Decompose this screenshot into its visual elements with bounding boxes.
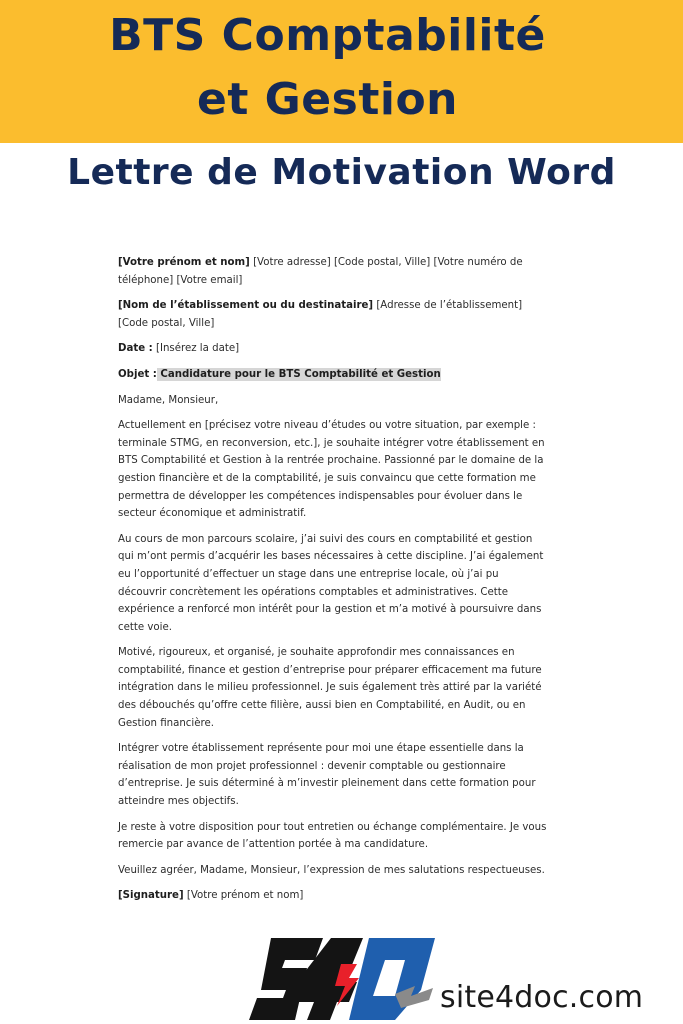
closing-formula: Veuillez agréer, Madame, Monsieur, l’expression de mes salutations respectueuses. (118, 864, 545, 876)
sender-details: [Votre adresse] [Code postal, Ville] [Votre numéro de téléphone] [Votre email] (118, 257, 523, 286)
objet-label: Objet : (118, 368, 157, 380)
recipient-details: [Adresse de l’établissement] [Code postal, Ville] (118, 300, 523, 329)
salutation: Madame, Monsieur, (118, 394, 219, 406)
signature-line (118, 887, 548, 905)
footer-brand (0, 930, 683, 1024)
letter-document (118, 254, 548, 913)
date-value: [Insérez la date] (152, 343, 240, 355)
banner-title-line-2: et Gestion (196, 74, 458, 125)
signature-details: [Votre prénom et nom] (183, 890, 304, 902)
site-name: site4doc.com (440, 980, 644, 1015)
recipient-label: [Nom de l’établissement ou du destinataire] (118, 300, 374, 312)
sender-block (118, 254, 548, 289)
body-paragraph-2: Au cours de mon parcours scolaire, j’ai suivi des cours en comptabilité et gestion qui m’ont permis d’acquérir les bases nécessaires à cette discipline. J’ai également eu l’opportunité d’effectuer un stage dans une entreprise locale, où j’ai pu découvrir concrètement les opérations comptables et administratives. Cette expérience a renforcé mon intérêt pour la gestion et m’a motivé à poursuivre dans cette voie. (118, 533, 544, 633)
body-paragraph-1: Actuellement en [précisez votre niveau d’études ou votre situation, par exemple : terminale STMG, en reconversion, etc.], je souhaite intégrer votre établissement en BTS Comptabilité et Gestion à la rentrée prochaine. Passionné par le domaine de la gestion financière et de la comptabilité, je suis convaincu que cette formation me permettra de développer les compétences indispensables pour évoluer dans le secteur économique et administratif. (118, 420, 545, 520)
page-subtitle: Lettre de Motivation Word (67, 152, 616, 193)
recipient-block (118, 297, 548, 332)
body-paragraph-5: Je reste à votre disposition pour tout entretien ou échange complémentaire. Je vous remercie par avance de l’attention portée à ma candidature. (118, 821, 547, 851)
title-banner (0, 0, 683, 143)
signature-label: [Signature] (118, 890, 184, 902)
site4doc-logo-icon (245, 930, 440, 1024)
objet-line (118, 366, 548, 384)
body-paragraph-3: Motivé, rigoureux, et organisé, je souhaite approfondir mes connaissances en comptabilité, finance et gestion d’entreprise pour préparer efficacement ma future intégration dans le milieu professionnel. Je suis également très attiré par la variété des débouchés qu’offre cette filière, aussi bien en Comptabilité, en Audit, ou en Gestion financière. (118, 647, 542, 729)
objet-value: Candidature pour le BTS Comptabilité et Gestion (156, 368, 441, 380)
banner-title-line-1: BTS Comptabilité (109, 10, 546, 61)
date-line (118, 340, 548, 358)
date-label: Date : (118, 343, 153, 355)
body-paragraph-4: Intégrer votre établissement représente pour moi une étape essentielle dans la réalisation de mon projet professionnel : devenir comptable ou gestionnaire d’entreprise. Je suis déterminé à m’investir pleinement dans cette formation pour atteindre mes objectifs. (118, 743, 536, 808)
sender-label: [Votre prénom et nom] (118, 257, 250, 268)
